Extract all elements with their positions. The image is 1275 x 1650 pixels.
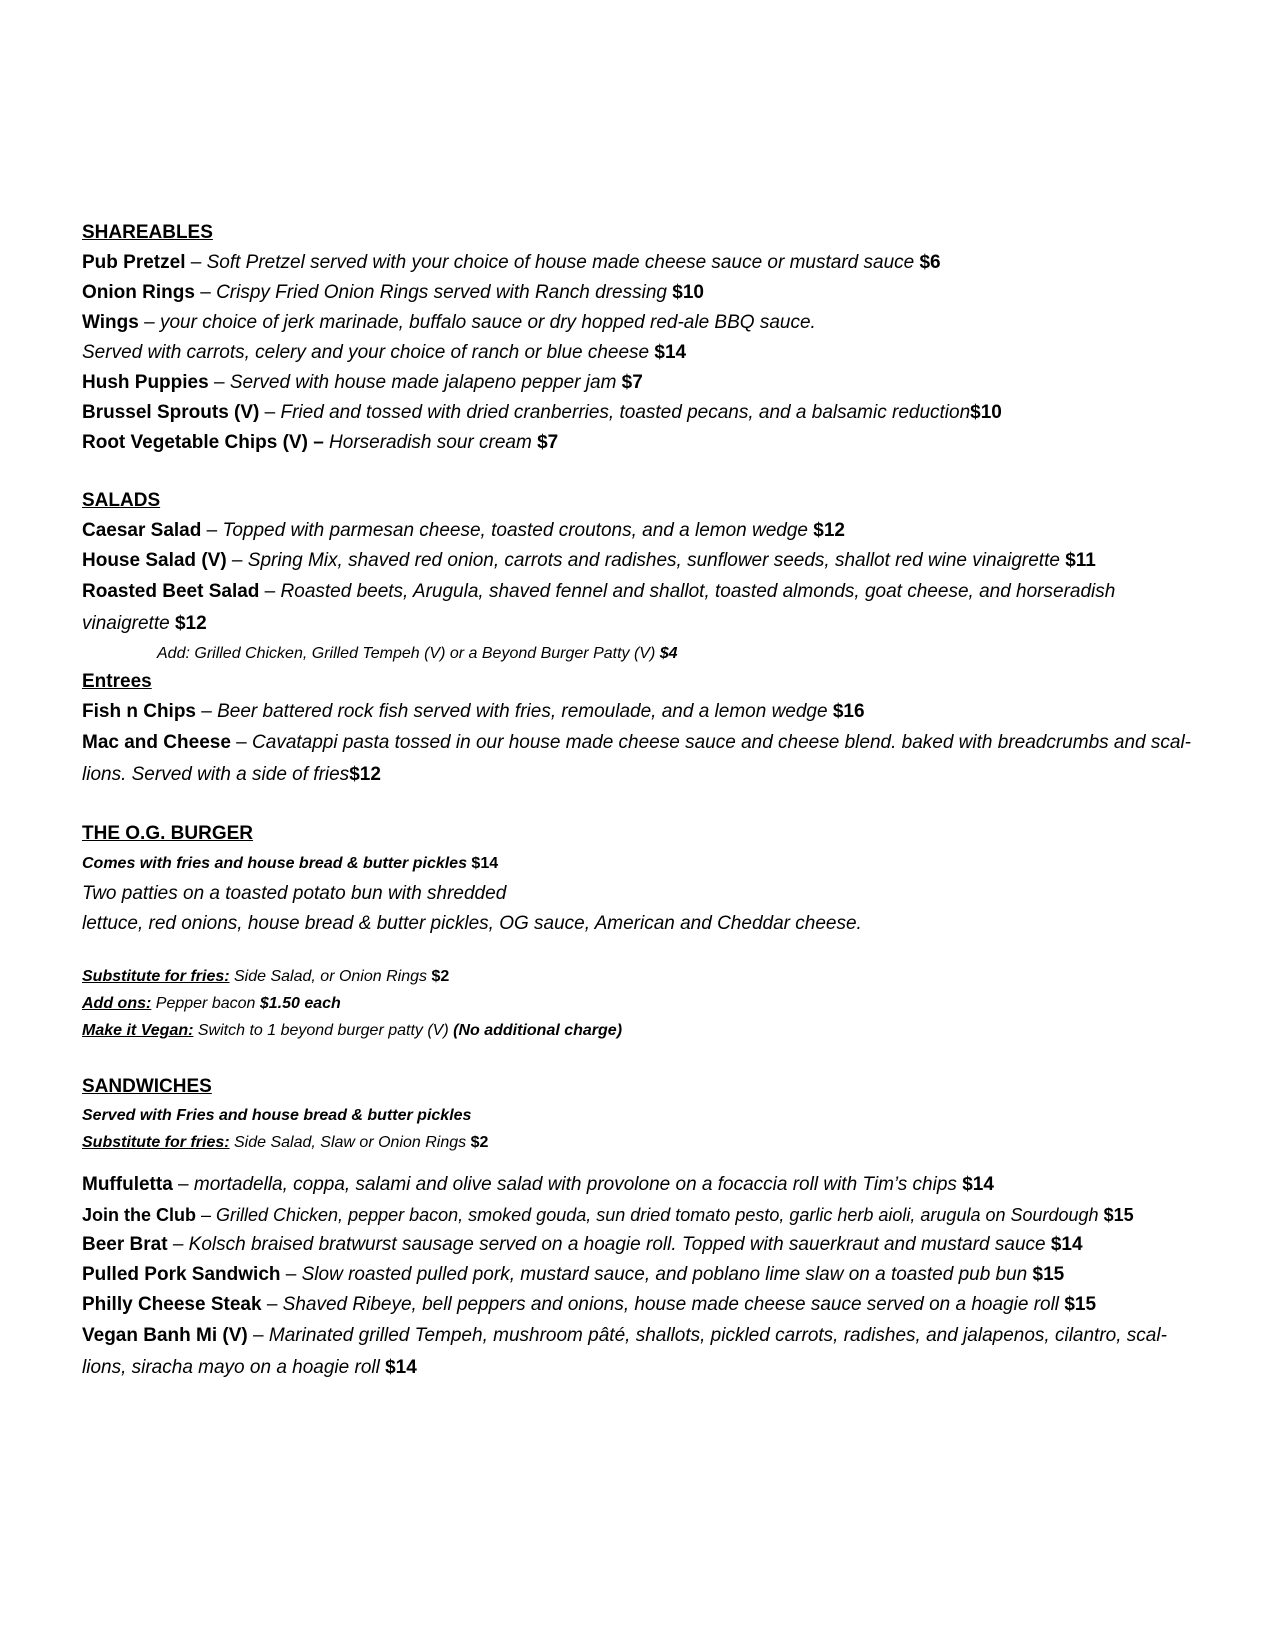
- item-sep: –: [226, 550, 248, 571]
- item-price: $15: [1103, 1205, 1134, 1225]
- item-price: $11: [1065, 550, 1096, 571]
- vegan-label: Make it Vegan:: [82, 1022, 194, 1039]
- item-sep: –: [247, 1325, 269, 1346]
- addons-price: $1.50 each: [259, 995, 341, 1012]
- item-price: $7: [621, 372, 643, 393]
- item-description: Slow roasted pulled pork, mustard sauce, and poblano lime slaw on a toasted pub bun: [301, 1264, 1033, 1285]
- substitute-label: Substitute for fries:: [82, 1134, 230, 1151]
- item-name: Pulled Pork Sandwich: [82, 1264, 281, 1285]
- item-description: mortadella, coppa, salami and olive salad with provolone on a focaccia roll with Tim’s chips: [193, 1174, 963, 1195]
- item-description: Fried and tossed with dried cranberries, toasted pecans, and a balsamic reduction: [280, 402, 971, 423]
- substitute-price: $2: [470, 1134, 489, 1151]
- menu-item: [82, 1290, 1202, 1320]
- item-description: Crispy Fried Onion Rings served with Ranch dressing: [216, 282, 673, 303]
- item-price: $12: [349, 764, 381, 785]
- item-name: Beer Brat: [82, 1234, 168, 1255]
- item-name: Roasted Beet Salad: [82, 581, 260, 602]
- item-sep: –: [172, 1174, 194, 1195]
- menu-item: [82, 368, 1202, 398]
- item-price: $10: [970, 402, 1002, 423]
- menu-item: [82, 1260, 1202, 1290]
- menu-item: [82, 546, 1202, 576]
- item-price: $6: [919, 252, 941, 273]
- spacer: [82, 1044, 1202, 1072]
- vegan-note: (No additional charge): [453, 1022, 623, 1039]
- item-description: Grilled Chicken, pepper bacon, smoked gouda, sun dried tomato pesto, garlic herb aioli, arugula on Sourdough: [216, 1205, 1104, 1225]
- item-description: Cavatappi pasta tossed in our house made cheese sauce and cheese blend. baked with breadcrumbs and scal-lions. Served with a side of fries: [82, 732, 1192, 785]
- item-description: Beer battered rock fish served with fries, remoulade, and a lemon wedge: [217, 701, 833, 722]
- menu-item: [82, 1200, 1202, 1230]
- menu-item: [82, 428, 1202, 458]
- item-name: Caesar Salad: [82, 520, 202, 541]
- comes-with-text: Comes with fries and house bread & butter pickles: [82, 855, 472, 872]
- salad-add-ons: [82, 640, 1202, 667]
- item-price: $10: [672, 282, 704, 303]
- item-name: Join the Club: [82, 1205, 196, 1225]
- menu-page: [82, 218, 1202, 1384]
- item-description: Roasted beets, Arugula, shaved fennel and shallot, toasted almonds, goat cheese, and horseradish vinaigrette: [82, 581, 1116, 634]
- substitute-text: Side Salad, Slaw or Onion Rings: [229, 1134, 471, 1151]
- item-sep: –: [208, 372, 230, 393]
- sandwiches-list: [82, 1170, 1202, 1384]
- menu-item: [82, 516, 1202, 546]
- menu-item: [82, 1320, 1202, 1384]
- item-name: House Salad (V): [82, 550, 227, 571]
- item-sep: –: [201, 520, 223, 541]
- item-name: Philly Cheese Steak: [82, 1294, 262, 1315]
- item-sep: –: [259, 402, 281, 423]
- sandwiches-served-with: Served with Fries and house bread & butter pickles: [82, 1107, 472, 1124]
- menu-item: [82, 308, 1202, 338]
- substitute-label: Substitute for fries:: [82, 968, 230, 985]
- burger-description-line2: lettuce, red onions, house bread & butter pickles, OG sauce, American and Cheddar cheese.: [82, 913, 862, 934]
- item-sep: –: [138, 312, 160, 333]
- item-name: Onion Rings: [82, 282, 195, 303]
- item-sep: –: [167, 1234, 189, 1255]
- item-sep: –: [261, 1294, 283, 1315]
- burger-description-line1: Two patties on a toasted potato bun with shredded: [82, 883, 507, 904]
- vegan-text: Switch to 1 beyond burger patty (V): [193, 1022, 454, 1039]
- item-name: Pub Pretzel: [82, 252, 186, 273]
- item-price: $14: [962, 1174, 994, 1195]
- shareables-list: [82, 248, 1202, 458]
- item-name: Fish n Chips: [82, 701, 196, 722]
- item-description: Served with house made jalapeno pepper jam: [229, 372, 622, 393]
- addons-label: Add ons:: [82, 995, 152, 1012]
- sandwiches-substitute: [82, 1129, 1202, 1156]
- menu-item: [82, 1230, 1202, 1260]
- item-name: Brussel Sprouts (V): [82, 402, 260, 423]
- burger-substitute: [82, 963, 1202, 990]
- spacer: [82, 1156, 1202, 1170]
- spacer: [82, 939, 1202, 963]
- menu-item: [82, 248, 1202, 278]
- item-price: $15: [1032, 1264, 1065, 1285]
- item-price: $12: [813, 520, 845, 541]
- burger-heading: THE O.G. BURGER: [82, 823, 254, 844]
- menu-item: [82, 576, 1202, 640]
- add-price: $4: [659, 645, 678, 662]
- item-sep: –: [194, 282, 217, 303]
- spacer: [82, 791, 1202, 819]
- item-name: Root Vegetable Chips (V) –: [82, 432, 324, 453]
- item-sep: –: [185, 252, 207, 273]
- sandwiches-heading: SANDWICHES: [82, 1076, 212, 1097]
- spacer: [82, 458, 1202, 486]
- substitute-price: $2: [431, 968, 450, 985]
- item-price: $15: [1064, 1294, 1097, 1315]
- item-description: Marinated grilled Tempeh, mushroom pâté, shallots, pickled carrots, radishes, and jalapenos, cilantro, scal-lions, siracha mayo on a hoagie roll: [82, 1325, 1167, 1378]
- shareables-heading: SHAREABLES: [82, 222, 213, 243]
- item-description: Spring Mix, shaved red onion, carrots and radishes, sunflower seeds, shallot red wine vinaigrette: [247, 550, 1066, 571]
- item-sep: –: [196, 1205, 217, 1225]
- item-description: Kolsch braised bratwurst sausage served on a hoagie roll. Topped with sauerkraut and mustard sauce: [188, 1234, 1051, 1255]
- item-name: Vegan Banh Mi (V): [82, 1325, 248, 1346]
- item-price: $14: [654, 342, 687, 363]
- item-description: Topped with parmesan cheese, toasted croutons, and a lemon wedge: [222, 520, 814, 541]
- burger-comes-with: [82, 849, 1202, 879]
- item-name: Wings: [82, 312, 139, 333]
- burger-addons: [82, 990, 1202, 1017]
- item-price: $14: [1050, 1234, 1083, 1255]
- substitute-text: Side Salad, or Onion Rings: [229, 968, 432, 985]
- item-price: $16: [832, 701, 865, 722]
- item-sep: –: [196, 701, 218, 722]
- add-text: Grilled Chicken, Grilled Tempeh (V) or a Beyond Burger Patty (V): [189, 645, 660, 662]
- item-description: Soft Pretzel served with your choice of house made cheese sauce or mustard sauce: [206, 252, 920, 273]
- salads-list: [82, 516, 1202, 667]
- burger-vegan: [82, 1017, 1202, 1044]
- menu-item: [82, 398, 1202, 428]
- menu-item: [82, 1170, 1202, 1200]
- item-description: Served with carrots, celery and your choice of ranch or blue cheese: [82, 342, 655, 363]
- item-price: $7: [537, 432, 559, 453]
- item-price: $12: [174, 613, 207, 634]
- item-description: Shaved Ribeye, bell peppers and onions, house made cheese sauce served on a hoagie roll: [282, 1294, 1065, 1315]
- item-price: $14: [385, 1357, 417, 1378]
- item-sep: –: [259, 581, 281, 602]
- entrees-list: [82, 697, 1202, 791]
- item-sep: –: [230, 732, 253, 753]
- entrees-heading: Entrees: [82, 671, 152, 692]
- item-sep: –: [280, 1264, 302, 1285]
- menu-item-continuation: [82, 338, 1202, 368]
- item-name: Muffuletta: [82, 1174, 173, 1195]
- comes-with-price: $14: [471, 855, 499, 872]
- item-name: Mac and Cheese: [82, 732, 231, 753]
- menu-item: [82, 278, 1202, 308]
- menu-item: [82, 697, 1202, 727]
- item-name: Hush Puppies: [82, 372, 209, 393]
- salads-heading: SALADS: [82, 490, 161, 511]
- menu-item: [82, 727, 1202, 791]
- item-description: Horseradish sour cream: [329, 432, 538, 453]
- add-label: Add:: [157, 645, 190, 662]
- addons-text: Pepper bacon: [151, 995, 260, 1012]
- item-description: your choice of jerk marinade, buffalo sauce or dry hopped red-ale BBQ sauce.: [159, 312, 816, 333]
